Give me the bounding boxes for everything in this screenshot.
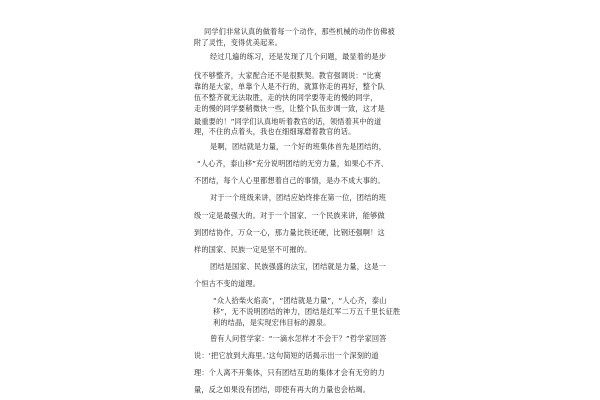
text-line: 个恒古不变的道理。 [194,279,261,288]
text-line: 到团结协作，万众一心，那力量比铁还硬，比钢还强啊！这 [194,228,385,237]
text-line: 移”，无不说明团结的神力，团结是红军二万五千里长征胜 [213,307,401,316]
text-line: 靠的是大家，单靠个人是不行的，就算你走的再好，整个队 [194,82,385,91]
text-line: 伍不整齐就无法取胜，走的快的同学要等走的慢的同学， [194,93,378,102]
text-line: 理：个人离不开集体，只有团结互助的集体才会有无穷的力 [194,368,385,377]
text-line: 附了灵性，变得优美起来。 [194,38,283,47]
text-line: 利的结晶，是实现宏伟目标的源泉。 [213,318,331,327]
text-line: “人心齐，泰山移”充分说明团结的无穷力量，如果心不齐、 [197,159,389,168]
text-line: 级一定是最强大的。对于一个国家、一个民族来讲，能够做 [194,211,385,220]
text-line: 走的慢的同学要稍微快一些，让整个队伍步调一致，这才是 [194,104,385,113]
text-line: 对于一个班级来讲，团结应始终排在第一位，团结的班 [210,193,387,202]
text-line: 最重要的！”同学们认真地听着教官的话，领悟着其中的道 [194,117,382,126]
text-line: “众人拾柴火焰高”，“团结就是力量”，“人心齐，泰山 [213,296,387,305]
text-line: 量，反之如果没有团结，即使有再大的力量也会枯竭。 [194,385,371,394]
text-line: 理，不住的点着头，我也在细细琢磨着教官的话。 [194,127,356,136]
text-line: 团结是国家、民族强盛的法宝，团结就是力量，这是一 [210,262,387,271]
text-line: 同学们非常认真的做着每一个动作，那些机械的动作仿佛被 [204,27,395,36]
text-line: 说：‘把它放到大海里。’这句简短的话揭示出一个深刻的道 [194,351,379,360]
text-line: 是啊，团结就是力量，一个好的班集体首先是团结的， [210,142,387,151]
text-line: 样的国家、民族一定是坚不可摧的。 [194,245,312,254]
text-line: 不团结，每个人心里都想着自己的事情，是办不成大事的。 [194,176,385,185]
text-line: 伐不够整齐，大家配合还不是很默契。教官强调说：“比赛 [194,71,382,80]
text-line: 曾有人问哲学家：“一滴水怎样才不会干？”哲学家回答 [210,334,387,343]
text-line: 经过几遍的练习，还是发现了几个问题，最显着的是步 [210,52,387,61]
